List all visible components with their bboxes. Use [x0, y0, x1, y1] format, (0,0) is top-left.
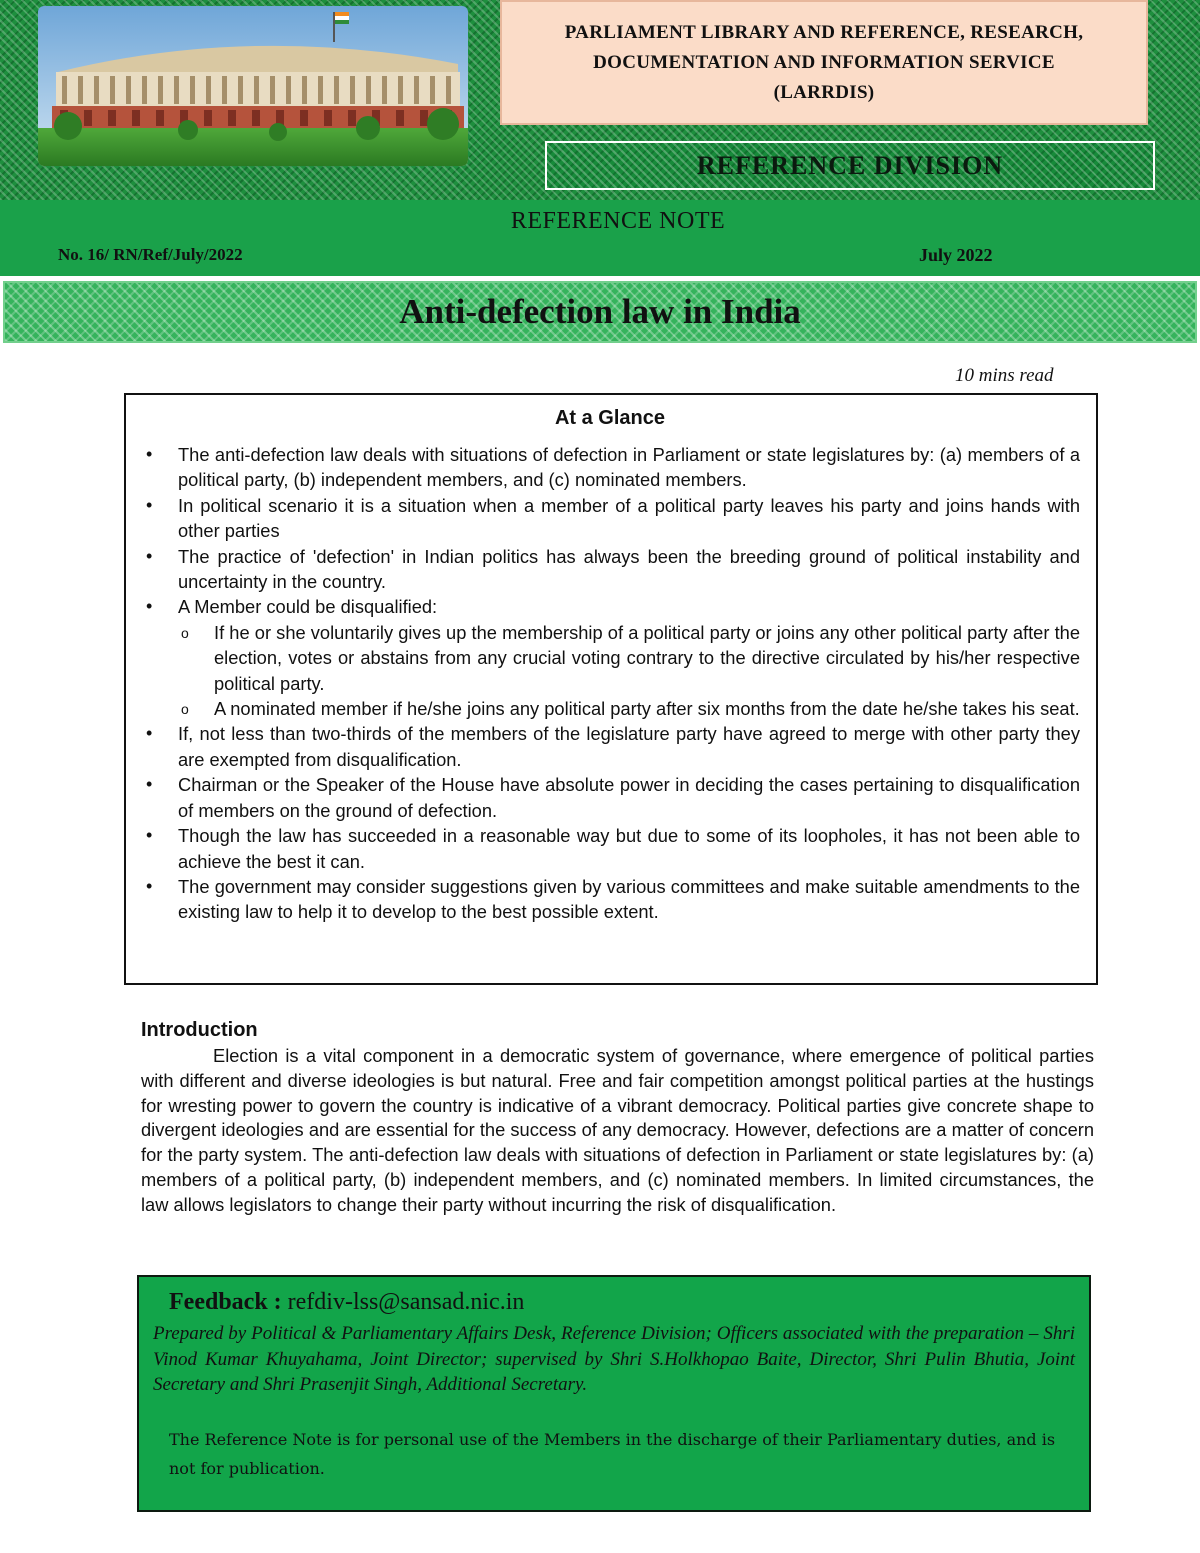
list-item	[140, 721, 1080, 772]
introduction-heading: Introduction	[141, 1019, 258, 1041]
list-item	[140, 874, 1080, 925]
list-item-text: Though the law has succeeded in a reasonable way but due to some of its loopholes, it has not been able to achieve the best it can.	[178, 825, 1080, 872]
feedback-email-link[interactable]: refdiv-lss@sansad.nic.in	[287, 1289, 525, 1315]
list-item-text: The practice of 'defection' in Indian politics has always been the breeding ground of political instability and uncertainty in the country.	[178, 545, 1080, 593]
page-title: Anti-defection law in India	[399, 292, 801, 331]
note-type: REFERENCE NOTE	[510, 208, 726, 234]
sub-list-item: o A nominated member if he/she joins any political party after six months from the date he/she takes his seat.	[178, 696, 1080, 721]
read-time: 10 mins read	[955, 365, 1054, 386]
sub-list-item: o If he or she voluntarily gives up the membership of a political party or joins any other political party after the election, votes or abstains from any crucial voting contrary to the directive circulated by his/her respective political party.	[178, 620, 1080, 696]
division-label: REFERENCE DIVISION	[545, 141, 1155, 190]
org-name-line1: PARLIAMENT LIBRARY AND REFERENCE, RESEARCH,	[564, 21, 1084, 43]
list-item-text: The government may consider suggestions given by various committees and make suitable amendments to the existing law to help it to develop to the best possible extent.	[178, 875, 1080, 923]
list-item	[140, 544, 1080, 595]
list-item	[140, 772, 1080, 823]
feedback-label: Feedback :	[169, 1289, 282, 1315]
note-date: July 2022	[919, 245, 993, 265]
list-item-text: The anti-defection law deals with situations of defection in Parliament or state legislatures by: (a) members of a political party, (b) independent members, and (c) nominated members.	[178, 444, 1080, 491]
list-item-text: Chairman or the Speaker of the House have absolute power in deciding the cases pertaining to disqualification of members on the ground of defection.	[178, 774, 1080, 821]
prepared-by-credits: Prepared by Political & Parliamentary Affairs Desk, Reference Division; Officers associated with the preparation – Shri Vinod Kumar Khuyahama, Joint Director; supervised by Shri S.Holkhopao Baite, Director, Shri Pulin Bhutia, Joint Secretary and Shri Prasenjit Singh, Additional Secretary.	[153, 1323, 1075, 1395]
list-item	[140, 823, 1080, 874]
parliament-building-image	[38, 6, 468, 166]
list-item	[140, 594, 1080, 721]
feedback-box	[137, 1275, 1091, 1512]
list-item-text: In political scenario it is a situation when a member of a political party leaves his party and joins hands with other parties	[178, 494, 1080, 542]
parliament-building-icon	[38, 6, 468, 166]
introduction-body: Election is a vital component in a democratic system of governance, where emergence of political parties with different and diverse ideologies is but natural. Free and fair competition amongst political parties at the hustings for wresting power to govern the country is indicative of a vibrant democracy. Political parties give concrete shape to divergent ideologies and are essential for the success of any democracy. However, defections are a matter of concern for the party system. The anti-defection law deals with situations of defection in Parliament or state legislatures by: (a) members of a political party, (b) independent members, and (c) nominated members. In limited circumstances, the law allows legislators to change their party without incurring the risk of disqualification.	[141, 1045, 1094, 1215]
disqualification-sub-list	[178, 620, 1080, 722]
list-item-text: A Member could be disqualified:	[178, 596, 438, 618]
list-item	[140, 493, 1080, 544]
list-item	[140, 442, 1080, 493]
list-item-text: If, not less than two-thirds of the members of the legislature party have agreed to merge with other party they are exempted from disqualification.	[178, 723, 1080, 770]
feedback-line	[169, 1287, 1075, 1317]
page-title-banner	[3, 281, 1197, 343]
org-name-line3: (LARRDIS)	[773, 81, 875, 103]
organization-name-box	[500, 0, 1148, 125]
at-a-glance-list	[140, 442, 1080, 925]
note-number: No. 16/ RN/Ref/July/2022	[58, 245, 243, 264]
at-a-glance-heading: At a Glance	[554, 407, 666, 429]
at-a-glance-box	[124, 393, 1098, 985]
org-name-line2: DOCUMENTATION AND INFORMATION SERVICE	[593, 51, 1055, 73]
disclaimer: The Reference Note is for personal use of the Members in the discharge of their Parliamentary duties, and is not for publication.	[169, 1429, 1056, 1478]
